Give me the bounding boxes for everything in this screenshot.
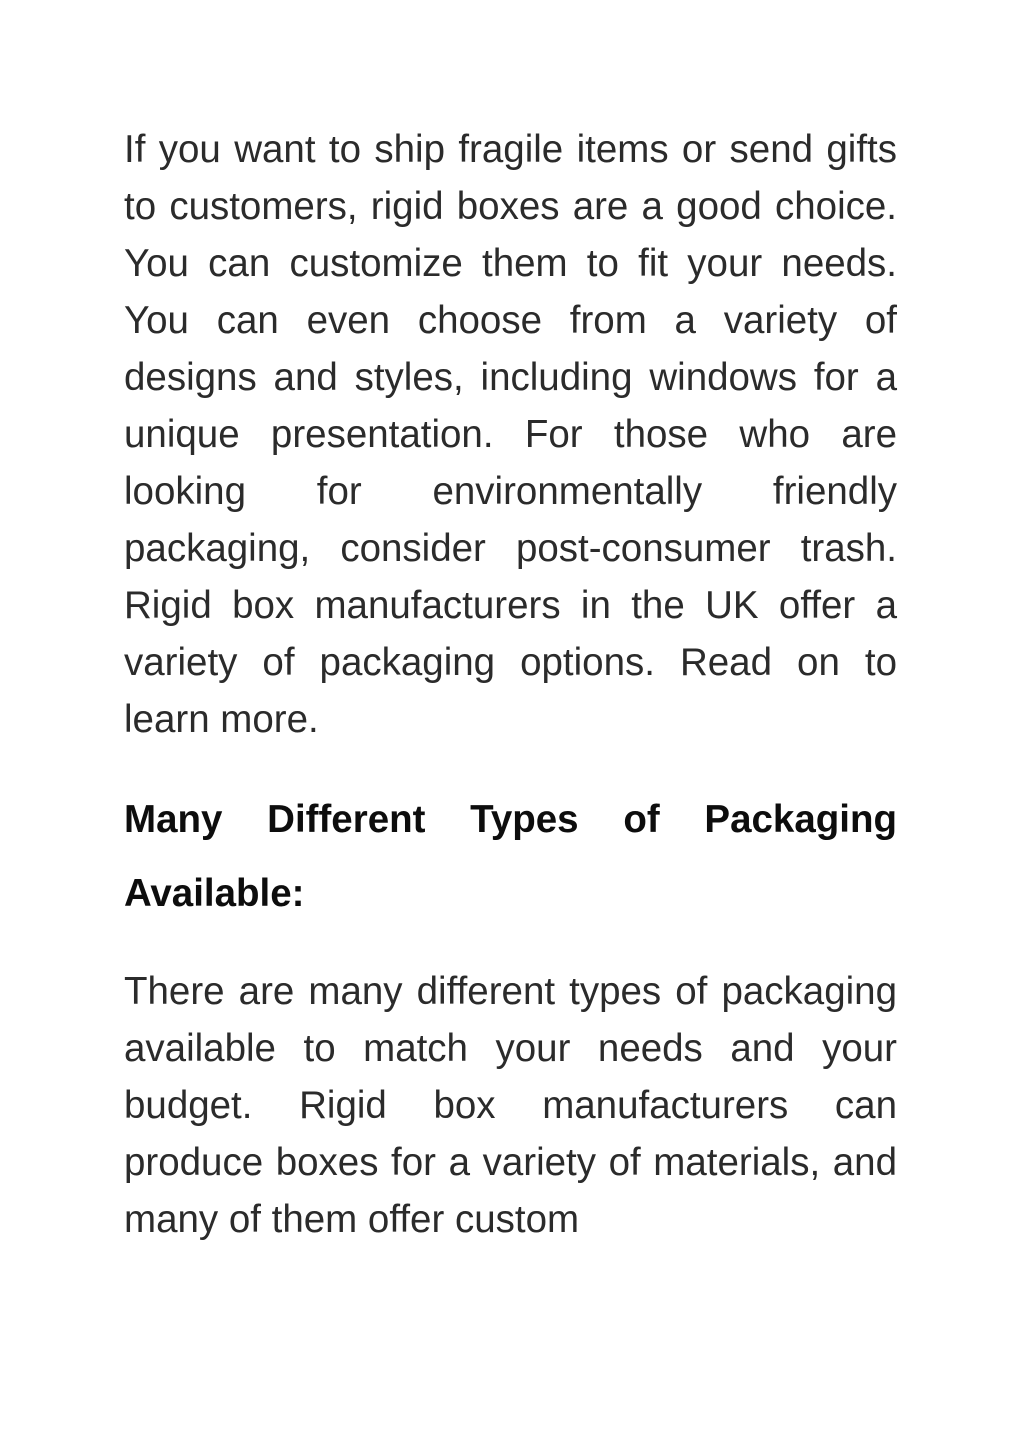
body-paragraph: There are many different types of packaging available to match your needs and your budget. Rigid box manufacturers can produce boxes for a variety of materials, and many of them offer custom <box>124 970 897 1241</box>
section-heading: Many Different Types of Packaging Available: <box>124 798 897 915</box>
document-page <box>124 121 897 1248</box>
intro-paragraph: If you want to ship fragile items or send gifts to customers, rigid boxes are a good choice. You can customize them to fit your needs. You can even choose from a variety of designs and styles, including windows for a unique presentation. For those who are looking for environmentally friendly packaging, consider post-consumer trash. Rigid box manufacturers in the UK offer a variety of packaging options. Read on to learn more. <box>124 128 897 741</box>
